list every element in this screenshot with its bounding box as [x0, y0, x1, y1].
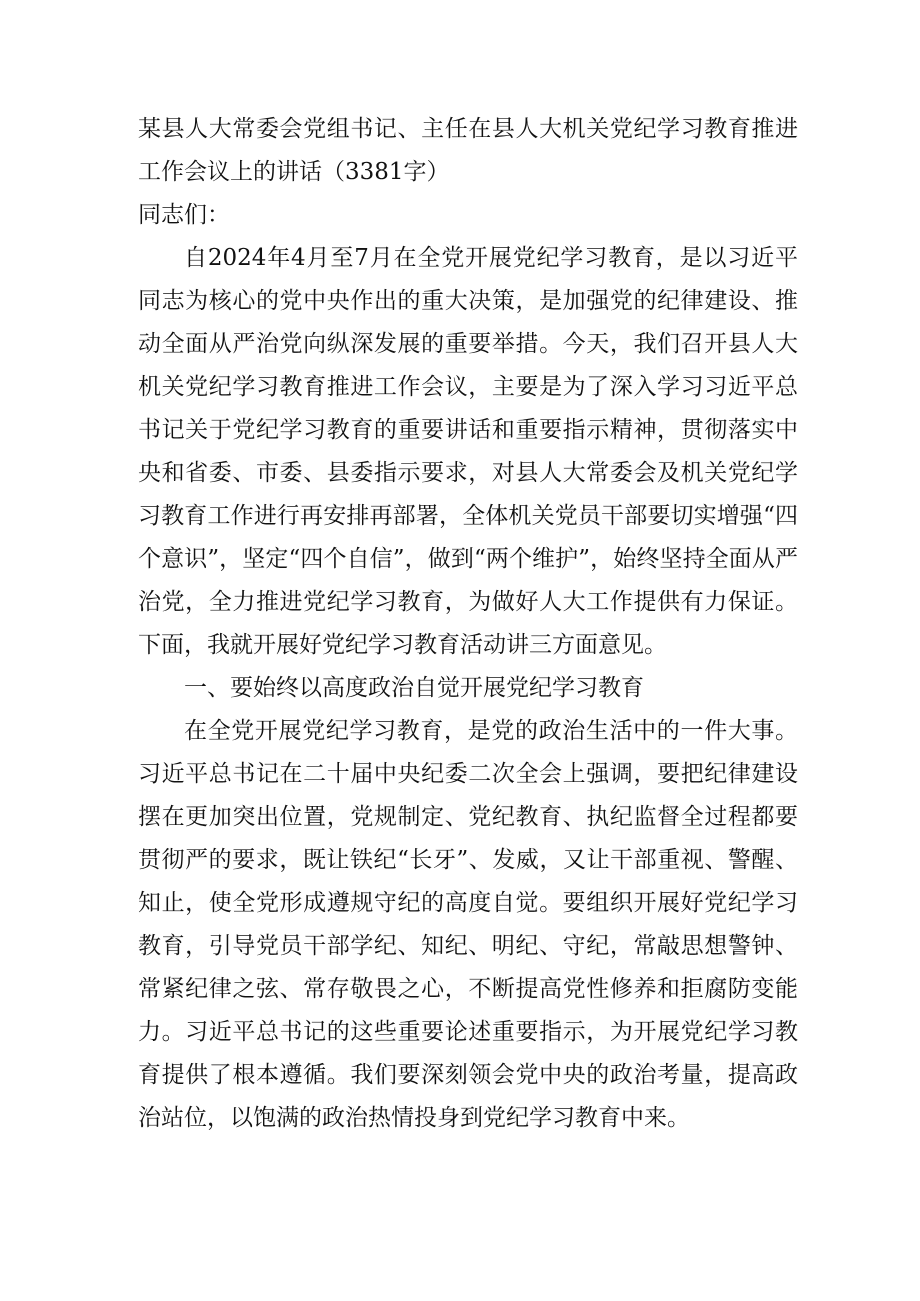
intro-paragraph: 自2024年4月至7月在全党开展党纪学习教育，是以习近平同志为核心的党中央作出的重大决策，是加强党的纪律建设、推动全面从严治党向纵深发展的重要举措。今天，我们召开县人大机关党纪学习教育推进工作会议，主要是为了深入学习习近平总书记关于党纪学习教育的重要讲话和重要指示精神，贯彻落实中央和省委、市委、县委指示要求，对县人大常委会及机关党纪学习教育工作进行再安排再部署，全体机关党员干部要切实增强“四个意识”，坚定“四个自信”，做到“两个维护”，始终坚持全面从严治党，全力推进党纪学习教育，为做好人大工作提供有力保证。下面，我就开展好党纪学习教育活动讲三方面意见。	[138, 245, 798, 658]
section-heading: 一、要始终以高度政治自觉开展党纪学习教育	[184, 675, 644, 701]
document-title: 某县人大常委会党组书记、主任在县人大机关党纪学习教育推进工作会议上的讲话（3381字）	[138, 116, 798, 185]
salutation: 同志们：	[138, 202, 230, 228]
section-paragraph: 在全党开展党纪学习教育，是党的政治生活中的一件大事。习近平总书记在二十届中央纪委二次全会上强调，要把纪律建设摆在更加突出位置，党规制定、党纪教育、执纪监督全过程都要贯彻严的要求，既让铁纪“长牙”、发威，又让干部重视、警醒、知止，使全党形成遵规守纪的高度自觉。要组织开展好党纪学习教育，引导党员干部学纪、知纪、明纪、守纪，常敲思想警钟、常紧纪律之弦、常存敬畏之心，不断提高党性修养和拒腐防变能力。习近平总书记的这些重要论述重要指示，为开展党纪学习教育提供了根本遵循。我们要深刻领会党中央的政治考量，提高政治站位，以饱满的政治热情投身到党纪学习教育中来。	[138, 718, 798, 1131]
document-page	[138, 108, 798, 1140]
